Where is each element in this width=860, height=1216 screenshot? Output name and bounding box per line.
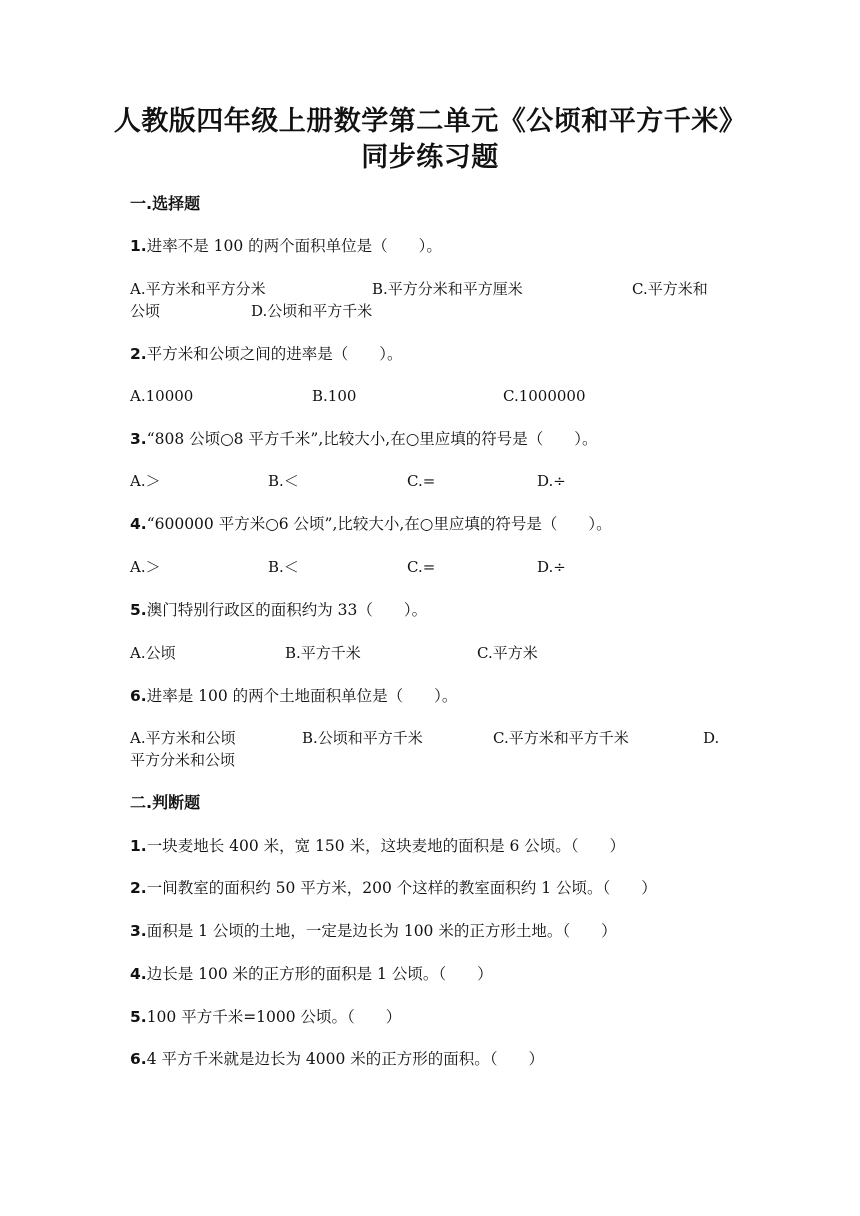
page-title-line-1: 人教版四年级上册数学第二单元《公顷和平方千米》	[113, 106, 747, 137]
option-b[interactable]: B.平方千米	[285, 644, 361, 662]
question-number: 3.	[130, 922, 147, 940]
choice-question-5	[130, 600, 730, 620]
question-text: 平方米和公顷之间的进率是（ ）。	[146, 345, 403, 363]
question-text: 4 平方千米就是边长为 4000 米的正方形的面积。（ ）	[146, 1050, 545, 1068]
question-text: “600000 平方米○6 公顷”,比较大小,在○里应填的符号是（ ）。	[146, 515, 612, 533]
option-a[interactable]: A.平方米和公顷	[130, 729, 236, 747]
option-b[interactable]: B.100	[312, 387, 357, 405]
judgment-question-4	[130, 964, 730, 984]
question-number: 2.	[130, 879, 147, 897]
option-c[interactable]: C.平方米和平方千米	[493, 729, 629, 747]
judgment-question-5	[130, 1007, 730, 1027]
option-c[interactable]: C.平方米	[477, 644, 538, 662]
page-title-line-2: 同步练习题	[361, 142, 499, 173]
question-number: 6.	[130, 1050, 147, 1068]
question-text: 100 平方千米=1000 公顷。（ ）	[146, 1008, 402, 1026]
question-text: “808 公顷○8 平方千米”,比较大小,在○里应填的符号是（ ）。	[146, 430, 598, 448]
section-heading-judgment: 二.判断题	[130, 793, 201, 812]
option-a[interactable]: A.＞	[130, 472, 161, 490]
option-d-continued[interactable]: 平方分米和公顷	[130, 751, 236, 769]
question-number: 6.	[130, 687, 147, 705]
option-c[interactable]: C.=	[407, 558, 436, 576]
section-heading-choice: 一.选择题	[130, 194, 201, 213]
choice-question-2	[130, 344, 730, 364]
option-b[interactable]: B.公顷和平方千米	[302, 729, 423, 747]
option-b[interactable]: B.＜	[268, 472, 299, 490]
option-c-continued[interactable]: 公顷	[130, 302, 161, 320]
question-text: 澳门特别行政区的面积约为 33（ ）。	[146, 601, 428, 619]
question-text: 一间教室的面积约 50 平方米，200 个这样的教室面积约 1 公顷。（ ）	[146, 879, 657, 897]
question-text: 边长是 100 米的正方形的面积是 1 公顷。（ ）	[146, 965, 493, 983]
judgment-question-1	[130, 836, 730, 856]
option-c[interactable]: C.1000000	[503, 387, 586, 405]
question-number: 1.	[130, 237, 147, 255]
question-number: 2.	[130, 345, 147, 363]
option-a[interactable]: A.10000	[130, 387, 194, 405]
option-a[interactable]: A.公顷	[130, 644, 176, 662]
option-b[interactable]: B.平方分米和平方厘米	[372, 280, 523, 298]
option-d[interactable]: D.÷	[537, 472, 566, 490]
option-c[interactable]: C.平方米和	[632, 280, 708, 298]
option-d[interactable]: D.公顷和平方千米	[251, 302, 373, 320]
question-text: 一块麦地长 400 米，宽 150 米，这块麦地的面积是 6 公顷。（ ）	[146, 837, 626, 855]
question-number: 4.	[130, 515, 147, 533]
option-b[interactable]: B.＜	[268, 558, 299, 576]
question-text: 进率不是 100 的两个面积单位是（ ）。	[146, 237, 442, 255]
choice-question-4	[130, 514, 730, 534]
question-number: 4.	[130, 965, 147, 983]
choice-question-6	[130, 686, 730, 706]
judgment-question-2	[130, 878, 730, 898]
judgment-question-3	[130, 921, 730, 941]
option-a[interactable]: A.＞	[130, 558, 161, 576]
option-c[interactable]: C.=	[407, 472, 436, 490]
question-number: 1.	[130, 837, 147, 855]
option-d[interactable]: D.	[703, 729, 720, 747]
option-d[interactable]: D.÷	[537, 558, 566, 576]
question-number: 5.	[130, 1008, 147, 1026]
judgment-question-6	[130, 1049, 730, 1069]
question-number: 3.	[130, 430, 147, 448]
option-a[interactable]: A.平方米和平方分米	[130, 280, 266, 298]
question-text: 面积是 1 公顷的土地，一定是边长为 100 米的正方形土地。（ ）	[146, 922, 617, 940]
choice-question-3	[130, 429, 730, 449]
question-number: 5.	[130, 601, 147, 619]
question-text: 进率是 100 的两个土地面积单位是（ ）。	[146, 687, 458, 705]
choice-question-1	[130, 236, 730, 256]
